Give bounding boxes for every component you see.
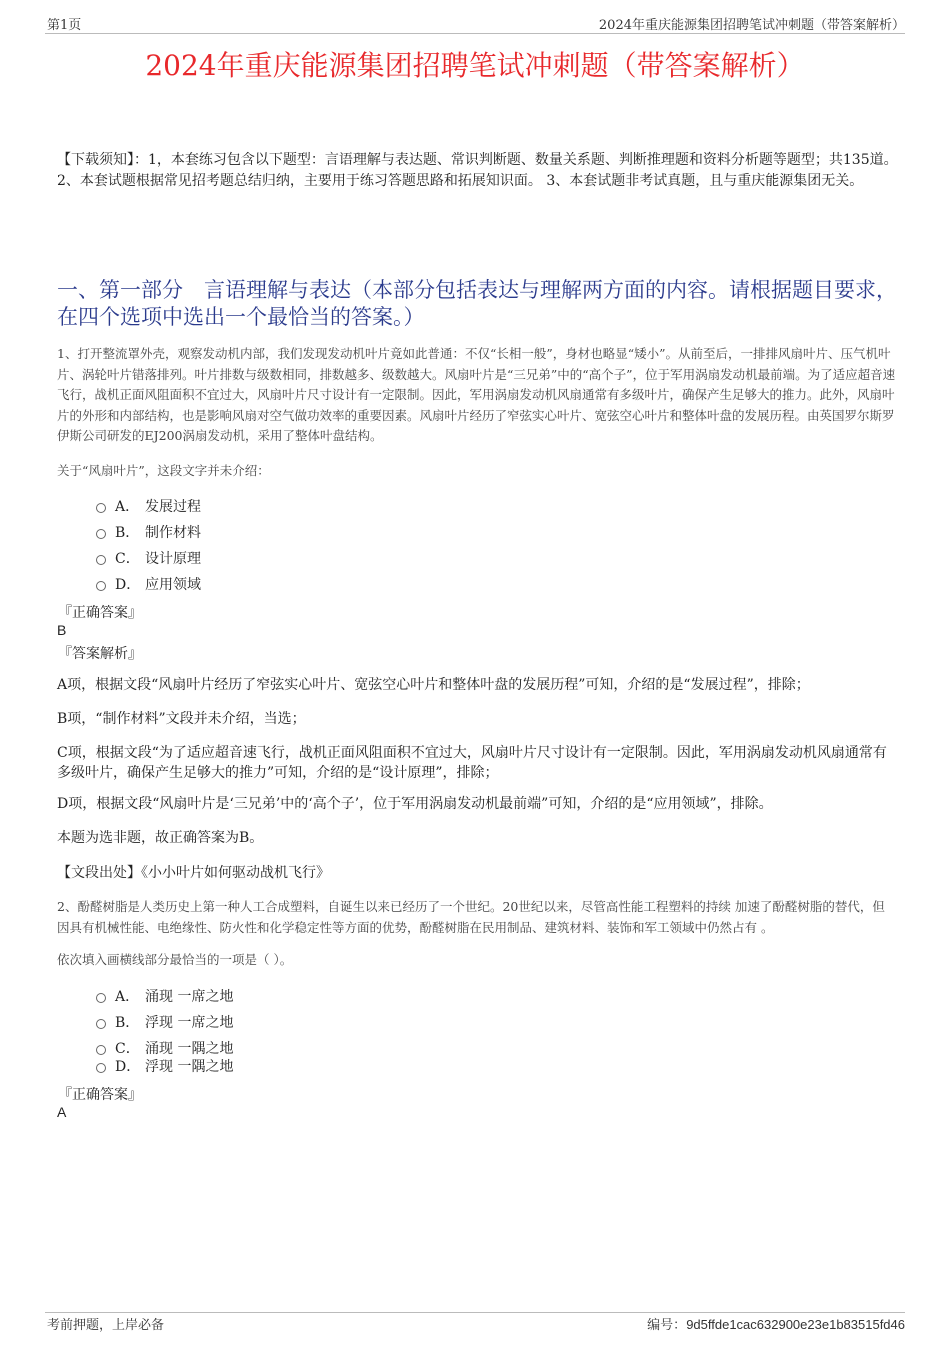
option-text: 浮现 一隅之地 bbox=[145, 1059, 234, 1075]
download-notice: 【下载须知】：1，本套练习包含以下题型：言语理解与表达题、常识判断题、数量关系题、判断推理题和资料分析题等题型；共135道。 2、本套试题根据常见招考题总结归纳，主要用于练习答题思路和拓展知识面。 3、本套试题非考试真题，且与重庆能源集团无关。 bbox=[57, 152, 898, 189]
q1-option-a[interactable] bbox=[96, 496, 201, 516]
q1-option-d[interactable] bbox=[96, 574, 201, 594]
q1-analysis-d: D项，根据文段“风扇叶片是‘三兄弟’中的‘高个子’，位于军用涡扇发动机最前端”可知，介绍的是“应用领域”，排除。 bbox=[57, 796, 773, 812]
radio-icon[interactable] bbox=[96, 503, 106, 513]
q2-option-d[interactable] bbox=[96, 1056, 233, 1076]
option-letter: B． bbox=[115, 525, 140, 541]
q1-source: 【文段出处】《小小叶片如何驱动战机飞行》 bbox=[57, 865, 330, 881]
footer-slogan: 考前押题，上岸必备 bbox=[47, 1318, 165, 1333]
option-text: 涌现 一隅之地 bbox=[145, 1041, 234, 1057]
option-text: 应用领域 bbox=[145, 577, 201, 593]
radio-icon[interactable] bbox=[96, 581, 106, 591]
q2-option-a[interactable] bbox=[96, 986, 233, 1006]
q2-option-c[interactable] bbox=[96, 1038, 233, 1058]
radio-icon[interactable] bbox=[96, 1063, 106, 1073]
option-text: 设计原理 bbox=[145, 551, 201, 567]
option-letter: D． bbox=[115, 577, 141, 593]
option-letter: D． bbox=[115, 1059, 141, 1075]
page-number: 第1页 bbox=[47, 18, 82, 33]
q1-option-b[interactable] bbox=[96, 522, 201, 542]
option-letter: B． bbox=[115, 1015, 140, 1031]
header-divider bbox=[45, 33, 905, 34]
radio-icon[interactable] bbox=[96, 1019, 106, 1029]
option-letter: C． bbox=[115, 551, 140, 567]
option-text: 制作材料 bbox=[145, 525, 201, 541]
question-2-ask: 依次填入画横线部分最恰当的一项是（ ）。 bbox=[57, 952, 293, 967]
option-letter: C． bbox=[115, 1041, 140, 1057]
question-2-text: 2、酚醛树脂是人类历史上第一种人工合成塑料，自诞生以来已经历了一个世纪。20世纪以来，尽管高性能工程塑料的持续 加速了酚醛树脂的替代，但因具有机械性能、电绝缘性、防火性和化学稳定性等方面的优势，酚醛树脂在民用制品、建筑材料、装饰和军工领域中仍然占有 。 bbox=[57, 899, 885, 935]
option-text: 浮现 一席之地 bbox=[145, 1015, 234, 1031]
option-text: 发展过程 bbox=[145, 499, 201, 515]
footer-code bbox=[647, 1314, 905, 1333]
footer-code-value: 9d5ffde1cac632900e23e1b83515fd46 bbox=[686, 1317, 905, 1332]
radio-icon[interactable] bbox=[96, 555, 106, 565]
q1-analysis-b: B项，“制作材料”文段并未介绍，当选； bbox=[57, 711, 306, 727]
footer-divider bbox=[45, 1312, 905, 1313]
q2-option-b[interactable] bbox=[96, 1012, 233, 1032]
radio-icon[interactable] bbox=[96, 529, 106, 539]
option-letter: A． bbox=[115, 499, 140, 515]
radio-icon[interactable] bbox=[96, 1045, 106, 1055]
q1-analysis-c: C项，根据文段“为了适应超音速飞行，战机正面风阻面积不宜过大，风扇叶片尺寸设计有一定限制。因此，军用涡扇发动机风扇通常有多级叶片，确保产生足够大的推力”可知，介绍的是“设计原理”，排除； bbox=[57, 745, 887, 781]
q1-analysis-a: A项，根据文段“风扇叶片经历了窄弦实心叶片、宽弦空心叶片和整体叶盘的发展历程”可知，介绍的是“发展过程”，排除； bbox=[57, 677, 810, 693]
footer-code-label: 编号： bbox=[647, 1318, 687, 1333]
q2-answer: A bbox=[57, 1104, 67, 1120]
q1-analysis-conclusion: 本题为选非题，故正确答案为B。 bbox=[57, 830, 264, 846]
page-title: 2024年重庆能源集团招聘笔试冲刺题（带答案解析） bbox=[145, 49, 805, 82]
q2-answer-label: 『正确答案』 bbox=[58, 1087, 142, 1103]
radio-icon[interactable] bbox=[96, 993, 106, 1003]
question-1-ask: 关于“风扇叶片”，这段文字并未介绍： bbox=[57, 463, 270, 478]
q1-answer-label: 『正确答案』 bbox=[58, 605, 142, 621]
q1-analysis-label: 『答案解析』 bbox=[58, 646, 142, 662]
option-letter: A． bbox=[115, 989, 140, 1005]
question-1-text: 1、打开整流罩外壳，观察发动机内部，我们发现发动机叶片竟如此普通：不仅“长相一般”，身材也略显“矮小”。从前至后，一排排风扇叶片、压气机叶片、涡轮叶片错落排列。叶片排数与级数相同，排数越多、级数越大。风扇叶片是“三兄弟”中的“高个子”，位于军用涡扇发动机最前端。为了适应超音速飞行，战机正面风阻面积不宜过大，风扇叶片尺寸设计有一定限制。因此，军用涡扇发动机风扇通常有多级叶片，确保产生足够大的推力。此外，风扇叶片的外形和内部结构，也是影响风扇对空气做功效率的重要因素。风扇叶片经历了窄弦实心叶片、宽弦空心叶片和整体叶盘的发展历程。由英国罗尔斯罗伊斯公司研发的EJ200涡扇发动机，采用了整体叶盘结构。 bbox=[57, 346, 896, 444]
option-text: 涌现 一席之地 bbox=[145, 989, 234, 1005]
header-doc-title: 2024年重庆能源集团招聘笔试冲刺题（带答案解析） bbox=[598, 18, 905, 33]
section-heading: 一、第一部分 言语理解与表达（本部分包括表达与理解两方面的内容。请根据题目要求，在四个选项中选出一个最恰当的答案。） bbox=[57, 278, 897, 329]
q1-option-c[interactable] bbox=[96, 548, 201, 568]
q1-answer: B bbox=[57, 622, 67, 638]
